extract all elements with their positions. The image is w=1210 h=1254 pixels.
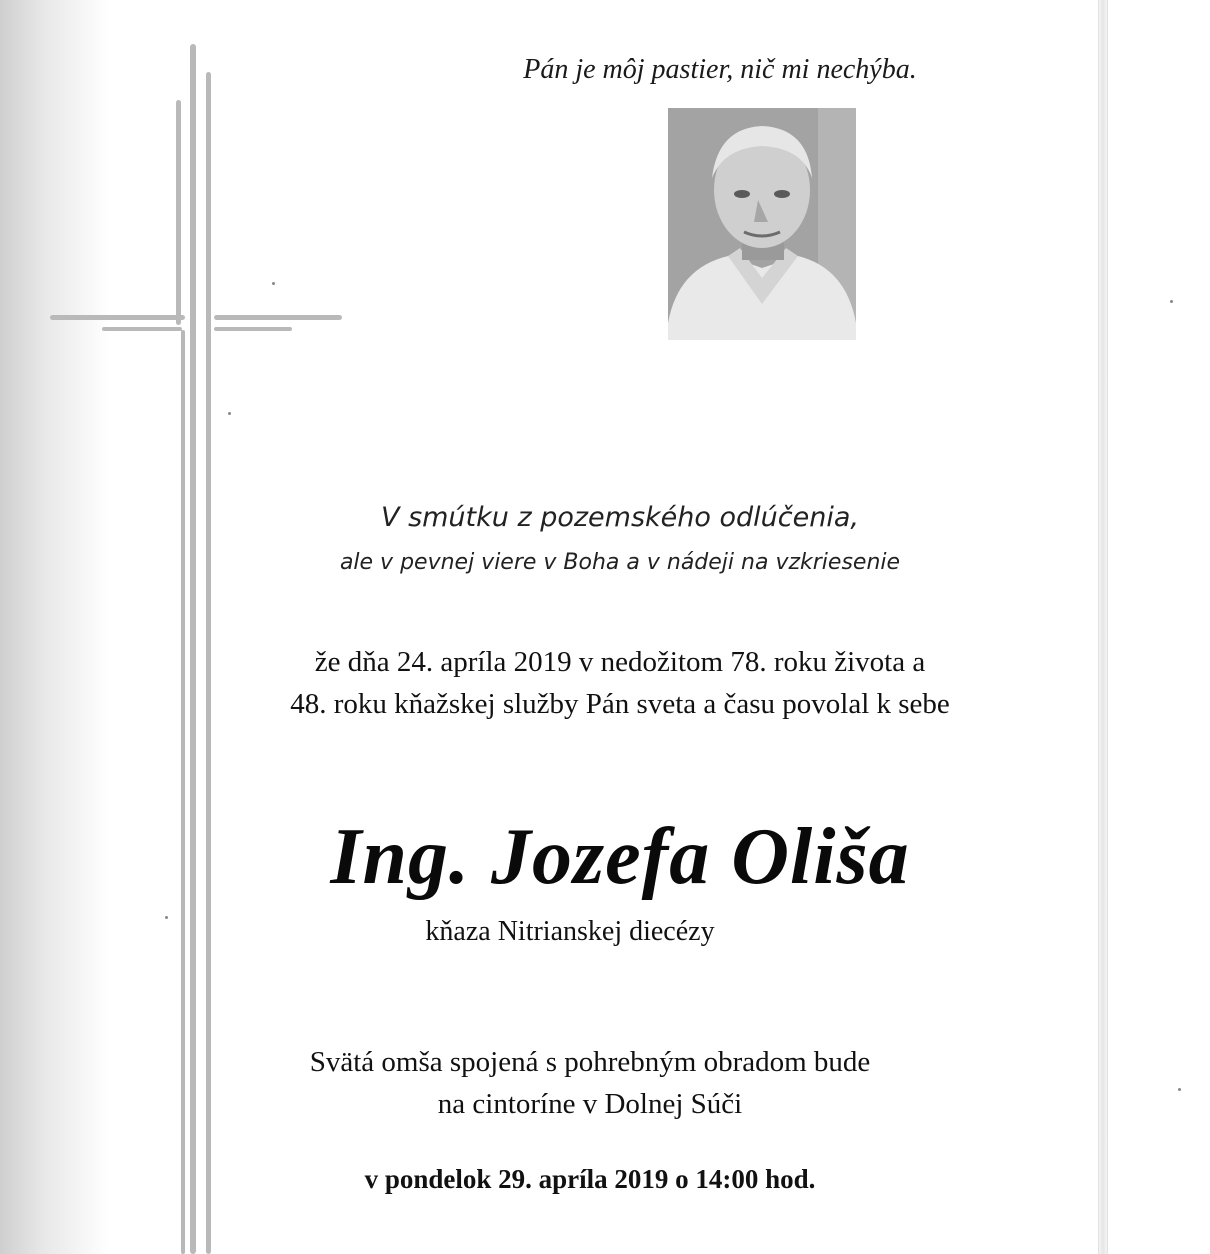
scan-speck [1170, 300, 1173, 303]
motto-text: Pán je môj pastier, nič mi nechýba. [523, 54, 917, 85]
cross-vertical-upper-left [176, 100, 181, 325]
cross-vertical-lower-left [181, 330, 185, 1254]
funeral-datetime: v pondelok 29. apríla 2019 o 14:00 hod. [364, 1164, 816, 1194]
cross-arm-left-lower [102, 327, 182, 331]
deceased-title: kňaza Nitrianskej diecézy [425, 916, 715, 947]
portrait-photo [668, 108, 856, 340]
page-right-border [1098, 0, 1108, 1254]
deceased-name: Ing. Jozefa Oliša [330, 813, 910, 901]
mourning-line-2: ale v pevnej viere v Boha a v nádeji na vzkriesenie [339, 550, 901, 575]
funeral-line-2: na cintoríne v Dolnej Súči [437, 1088, 743, 1120]
scan-speck [272, 282, 275, 285]
cross-arm-right-upper [214, 315, 342, 320]
funeral-line-1: Svätá omša spojená s pohrebným obradom bude [309, 1046, 871, 1078]
mourning-line-1: V smútku z pozemského odlúčenia, [381, 502, 859, 533]
scan-speck [165, 916, 168, 919]
cross-arm-left-upper [50, 315, 185, 320]
page-edge-shadow [0, 0, 110, 1254]
cross-arm-right-lower [214, 327, 292, 331]
announcement-line-1: že dňa 24. apríla 2019 v nedožitom 78. roku života a [314, 646, 926, 678]
announcement-line-2: 48. roku kňažskej služby Pán sveta a času povolal k sebe [290, 688, 950, 720]
scan-speck [1178, 1088, 1181, 1091]
portrait-image-icon [668, 108, 856, 340]
cross-vertical-main [190, 44, 196, 1254]
scan-speck [228, 412, 231, 415]
